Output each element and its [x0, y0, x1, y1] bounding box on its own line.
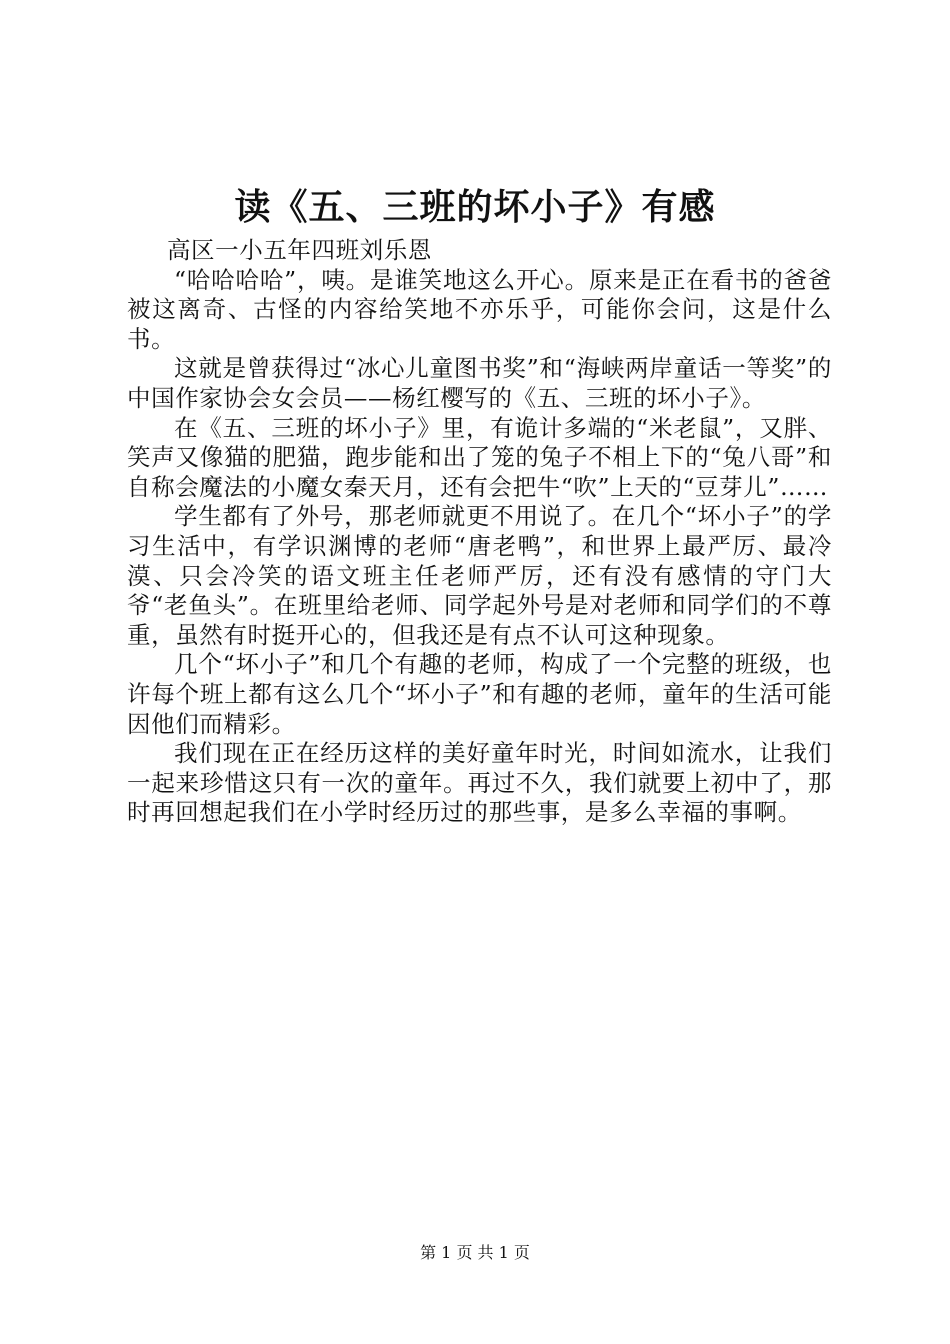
paragraph: 学生都有了外号，那老师就更不用说了。在几个“坏小子”的学习生活中，有学识渊博的老师“唐老鸭”，和世界上最严厉、最冷漠、只会冷笑的语文班主任老师严厉，还有没有感情的守门大爷“老鱼头”。在班里给老师、同学起外号是对老师和同学们的不尊重，虽然有时挺开心的，但我还是有点不认可这种现象。 [127, 502, 832, 649]
paragraph: 这就是曾获得过“冰心儿童图书奖”和“海峡两岸童话一等奖”的中国作家协会女会员——杨红樱写的《五、三班的坏小子》。 [127, 354, 832, 412]
paragraph: 在《五、三班的坏小子》里，有诡计多端的“米老鼠”，又胖、笑声又像猫的肥猫，跑步能和出了笼的兔子不相上下的“兔八哥”和自称会魔法的小魔女秦天月，还有会把牛“吹”上天的“豆芽儿”…… [127, 413, 832, 501]
paragraph: 我们现在正在经历这样的美好童年时光，时间如流水，让我们一起来珍惜这只有一次的童年。再过不久，我们就要上初中了，那时再回想起我们在小学时经历过的那些事，是多么幸福的事啊。 [127, 739, 832, 827]
document-title: 读《五、三班的坏小子》有感 [234, 187, 716, 228]
page-footer: 第 1 页 共 1 页 [420, 1243, 530, 1262]
author-line: 高区一小五年四班刘乐恩 [166, 236, 433, 264]
document-body [127, 236, 832, 828]
paragraph: 几个“坏小子”和几个有趣的老师，构成了一个完整的班级，也许每个班上都有这么几个“坏小子”和有趣的老师，童年的生活可能因他们而精彩。 [127, 650, 832, 738]
paragraph: “哈哈哈哈”，咦。是谁笑地这么开心。原来是正在看书的爸爸被这离奇、古怪的内容给笑地不亦乐乎，可能你会问，这是什么书。 [127, 265, 832, 353]
